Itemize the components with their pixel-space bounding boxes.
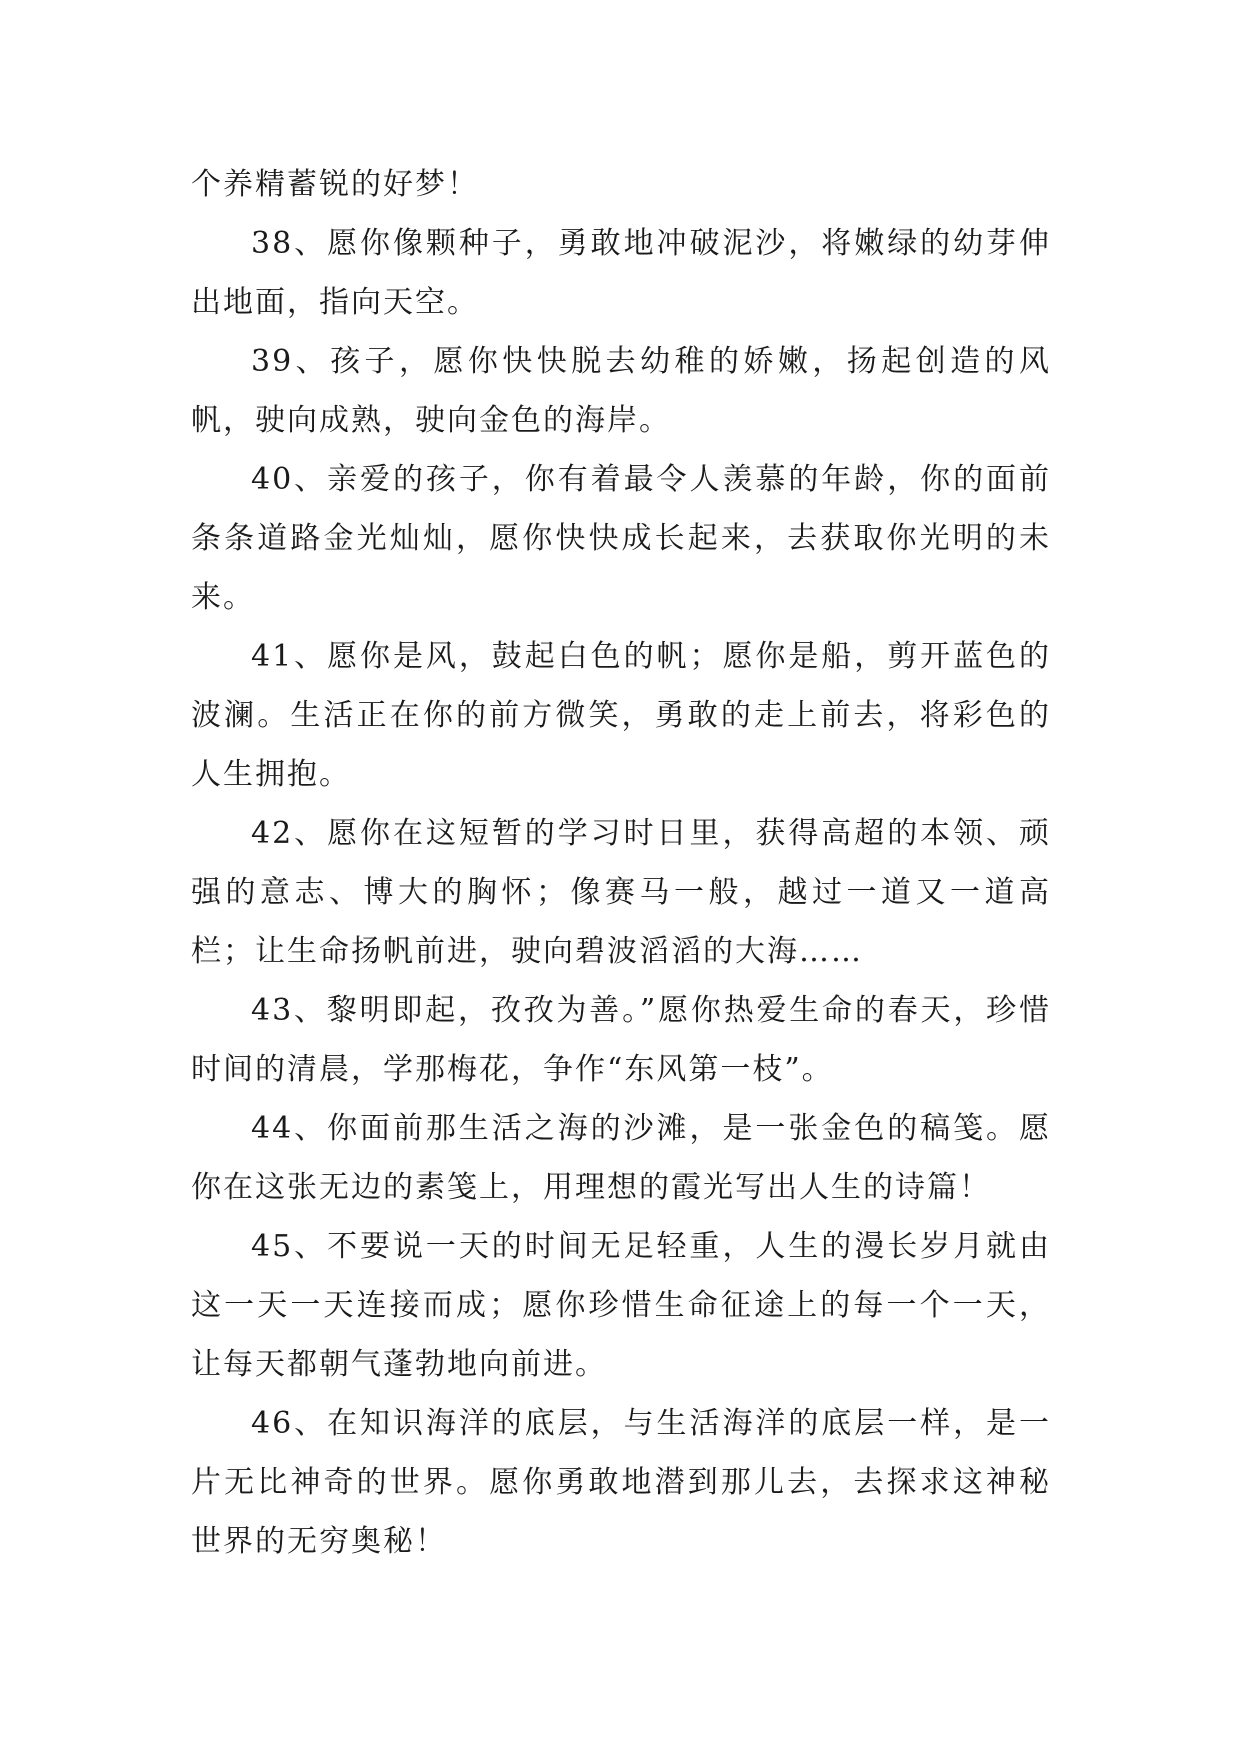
document-body <box>191 155 1051 1571</box>
paragraph-45: 45、不要说一天的时间无足轻重，人生的漫长岁月就由这一天一天连接而成；愿你珍惜生命征途上的每一个一天，让每天都朝气蓬勃地向前进。 <box>191 1229 1051 1382</box>
paragraph-38: 38、愿你像颗种子，勇敢地冲破泥沙，将嫩绿的幼芽伸出地面，指向天空。 <box>191 226 1051 320</box>
paragraph-43: 43、黎明即起，孜孜为善。”愿你热爱生命的春天，珍惜时间的清晨，学那梅花，争作“东风第一枝”。 <box>191 993 1051 1087</box>
paragraph-42: 42、愿你在这短暂的学习时日里，获得高超的本领、顽强的意志、博大的胸怀；像赛马一般，越过一道又一道高栏；让生命扬帆前进，驶向碧波滔滔的大海…… <box>191 816 1051 969</box>
paragraph-39: 39、孩子，愿你快快脱去幼稚的娇嫩，扬起创造的风帆，驶向成熟，驶向金色的海岸。 <box>191 344 1051 438</box>
paragraph-44: 44、你面前那生活之海的沙滩，是一张金色的稿笺。愿你在这张无边的素笺上，用理想的霞光写出人生的诗篇！ <box>191 1111 1051 1205</box>
paragraph-46: 46、在知识海洋的底层，与生活海洋的底层一样，是一片无比神奇的世界。愿你勇敢地潜到那儿去，去探求这神秘世界的无穷奥秘！ <box>191 1406 1051 1559</box>
paragraph-41: 41、愿你是风，鼓起白色的帆；愿你是船，剪开蓝色的波澜。生活正在你的前方微笑，勇敢的走上前去，将彩色的人生拥抱。 <box>191 639 1051 792</box>
paragraph-continuation: 个养精蓄锐的好梦！ <box>191 167 479 202</box>
paragraph-40: 40、亲爱的孩子，你有着最令人羡慕的年龄，你的面前条条道路金光灿灿，愿你快快成长起来，去获取你光明的未来。 <box>191 462 1051 615</box>
